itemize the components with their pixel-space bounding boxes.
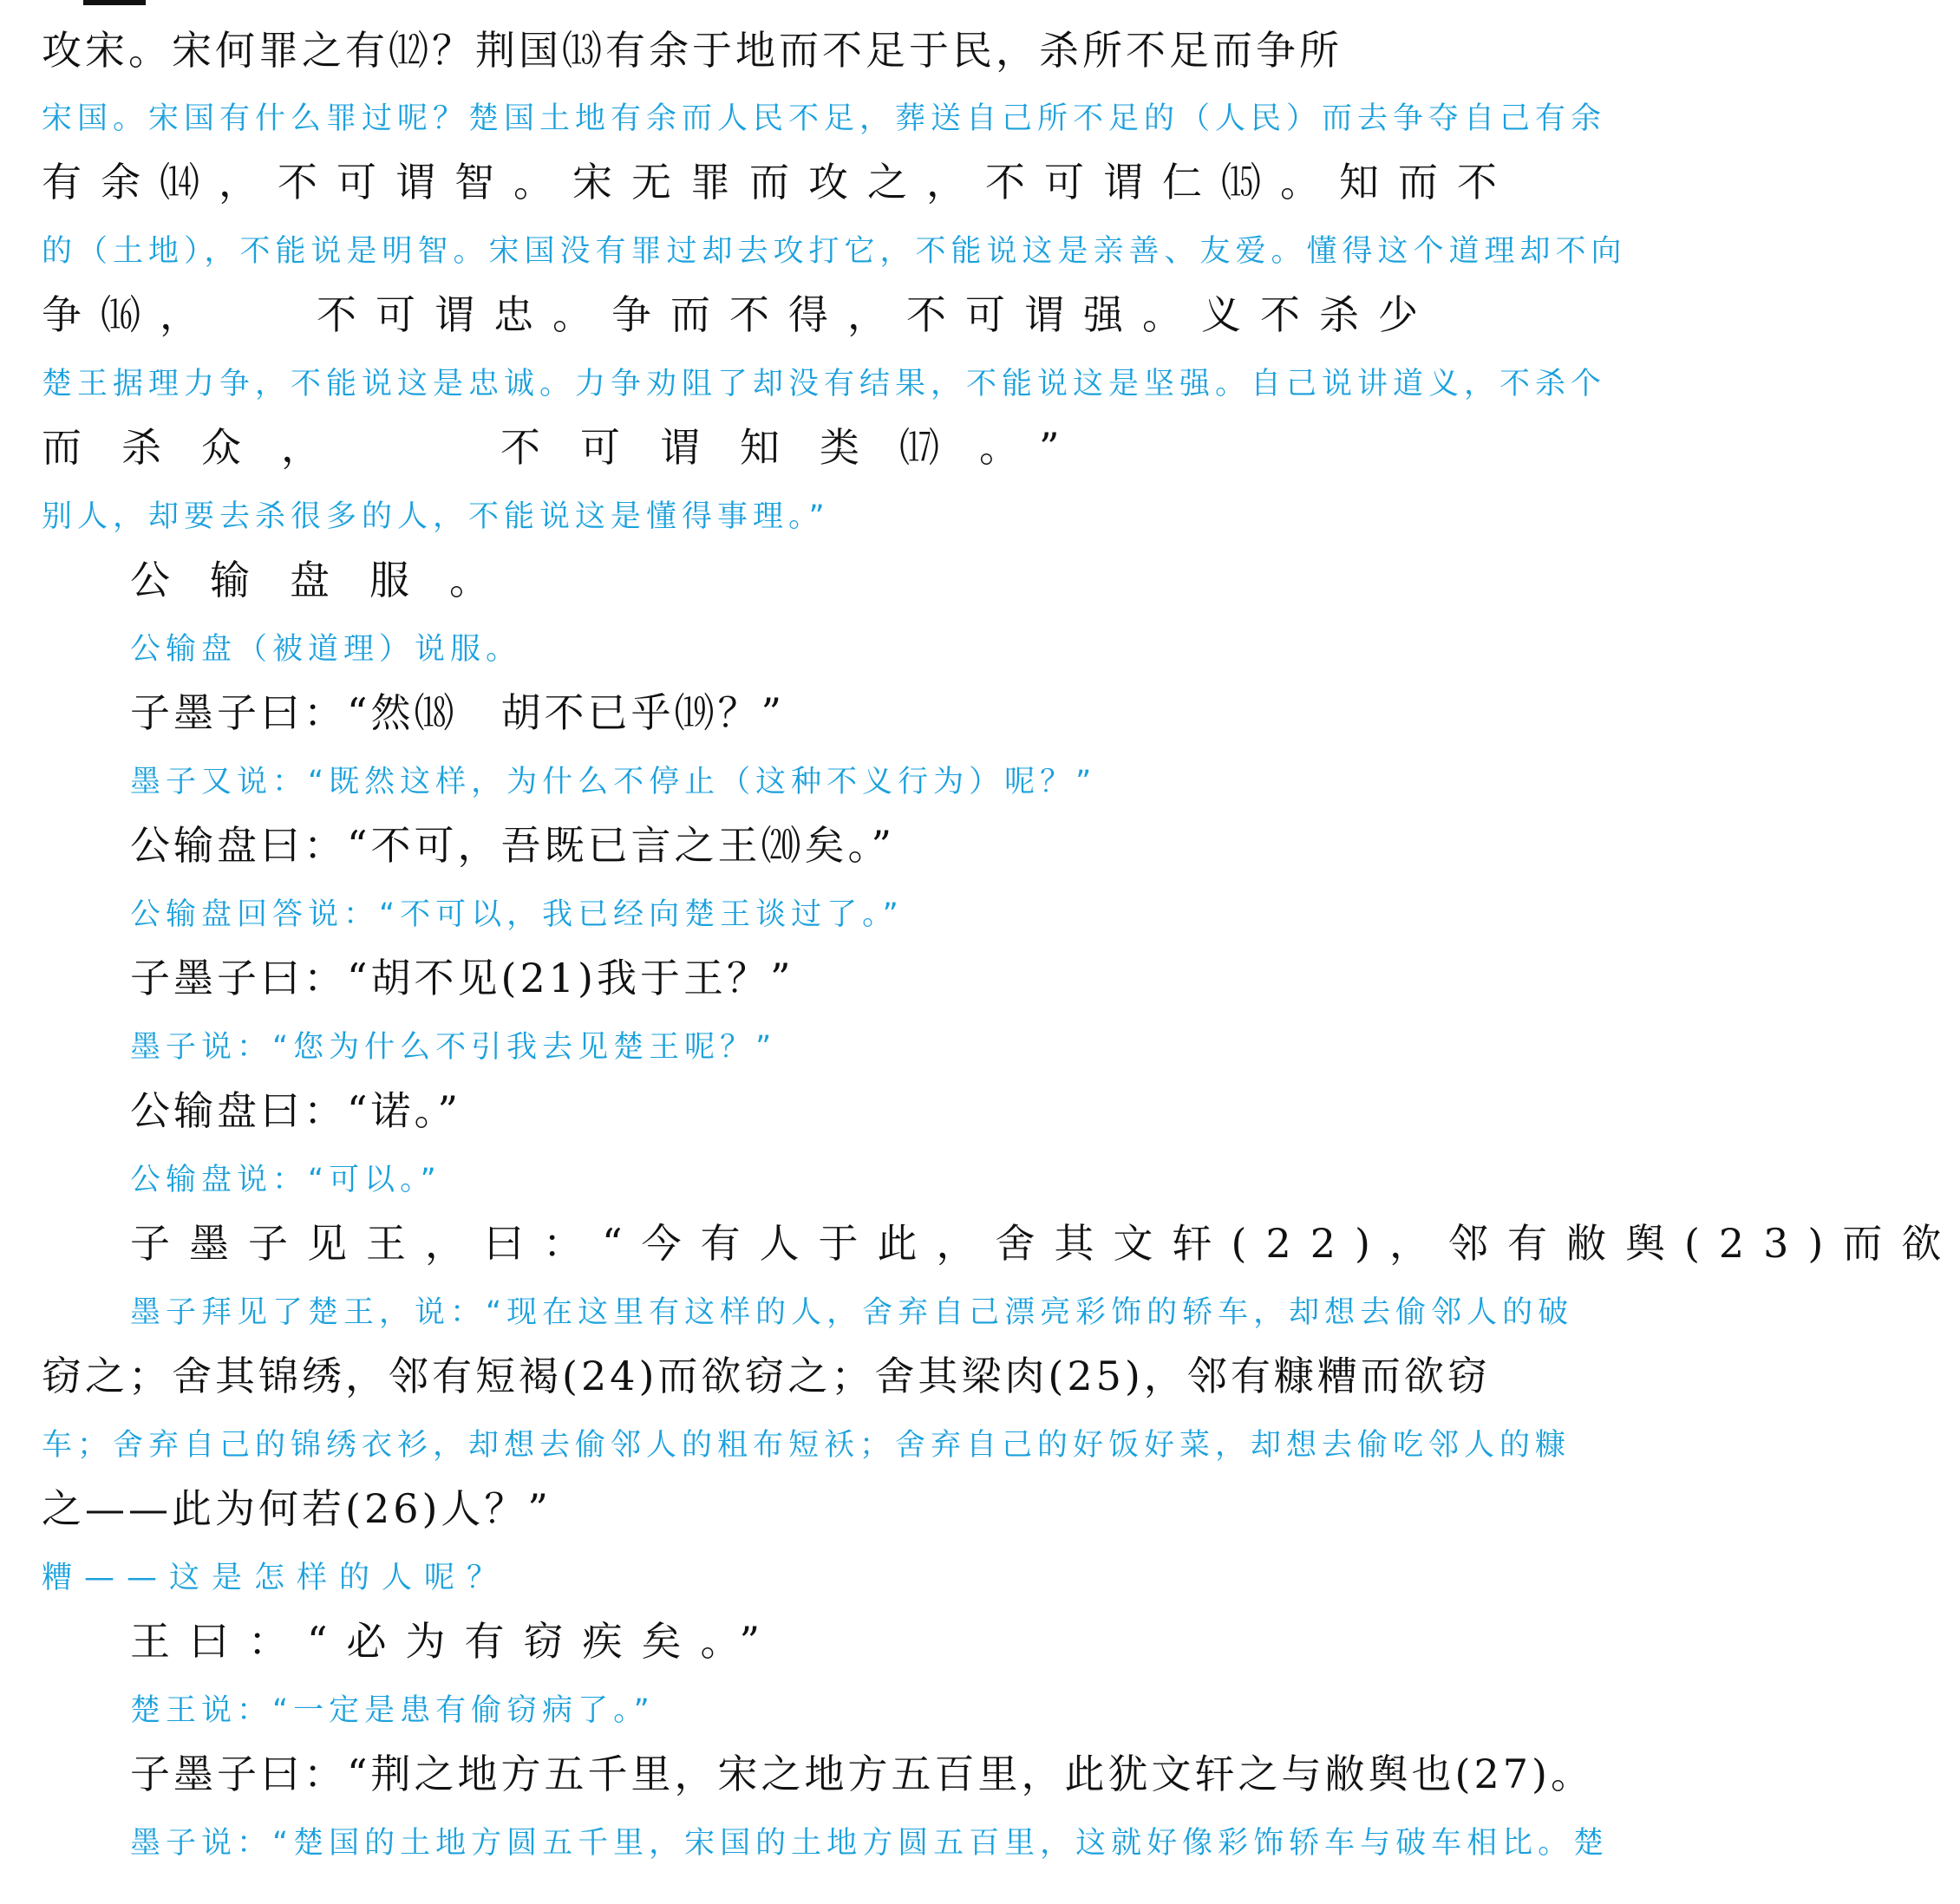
original-text-line: 子墨子曰：“然⒅ 胡不已乎⒆？” [130,689,786,736]
translation-line: 宋国。宋国有什么罪过呢？楚国土地有余而人民不足，葬送自己所不足的（人民）而去争夺自己有余 [42,101,1607,136]
original-text-line: 公输盘服。 [130,557,529,603]
original-text-line: 子墨子见王，曰：“今有人于此，舍其文轩(22)，邻有敝舆(23)而欲 [130,1220,1960,1267]
translation-line: 公输盘回答说：“不可以，我已经向楚王谈过了。” [130,897,904,932]
translation-line: 公输盘（被道理）说服。 [130,632,522,667]
translation-line: 墨子说：“您为什么不引我去见楚王呢？” [130,1030,777,1065]
original-text-line: 子墨子曰：“胡不见(21)我于王？” [130,955,794,1001]
translation-line: 车；舍弃自己的锦绣衣衫，却想去偷邻人的粗布短袄；舍弃自己的好饭好菜，却想去偷吃邻人的糠 [42,1428,1571,1463]
original-text-line: 而杀众， 不可谓知类⒄。” [42,424,1100,471]
original-text-line: 王曰：“必为有窃疾矣。” [130,1618,780,1665]
original-text-line: 子墨子曰：“荆之地方五千里，宋之地方五百里，此犹文轩之与敝舆也(27)。 [130,1751,1594,1797]
original-text-line: 公输盘曰：“诺。” [130,1087,462,1134]
top-rule [83,0,146,5]
translation-line: 墨子又说：“既然这样，为什么不停止（这种不义行为）呢？” [130,765,1097,799]
translation-line: 墨子拜见了楚王，说：“现在这里有这样的人，舍弃自己漂亮彩饰的轿车，却想去偷邻人的破 [130,1295,1574,1330]
original-text-line: 窃之；舍其锦绣，邻有短褐(24)而欲窃之；舍其梁肉(25)，邻有糠糟而欲窃 [42,1353,1491,1399]
translation-line: 公输盘说：“可以。” [130,1163,441,1197]
translation-line: 楚王据理力争，不能说这是忠诚。力争劝阻了却没有结果，不能说这是坚强。自己说讲道义，不杀个 [42,367,1607,401]
original-text-line: 公输盘曰：“不可，吾既已言之王⒇矣。” [130,822,896,869]
original-text-line: 之——此为何若(26)人？” [42,1485,552,1532]
translation-line: 楚王说：“一定是患有偷窃病了。” [130,1693,655,1728]
original-text-line: 有余⒁，不可谓智。宋无罪而攻之，不可谓仁⒂。知而不 [42,159,1516,205]
original-text-line: 攻宋。宋何罪之有⑿？荆国⒀有余于地而不足于民，杀所不足而争所 [42,27,1343,74]
translation-line: 的（土地），不能说是明智。宋国没有罪过却去攻打它，不能说这是亲善、友爱。懂得这个道理却不向 [42,234,1627,269]
translation-line: 糟——这是怎样的人呢？ [42,1561,510,1595]
translation-line: 别人，却要去杀很多的人，不能说这是懂得事理。” [42,499,830,534]
original-text-line: 争⒃， 不可谓忠。争而不得，不可谓强。义不杀少 [42,291,1437,338]
translation-line: 墨子说：“楚国的土地方圆五千里，宋国的土地方圆五百里，这就好像彩饰轿车与破车相比。楚 [130,1826,1610,1861]
